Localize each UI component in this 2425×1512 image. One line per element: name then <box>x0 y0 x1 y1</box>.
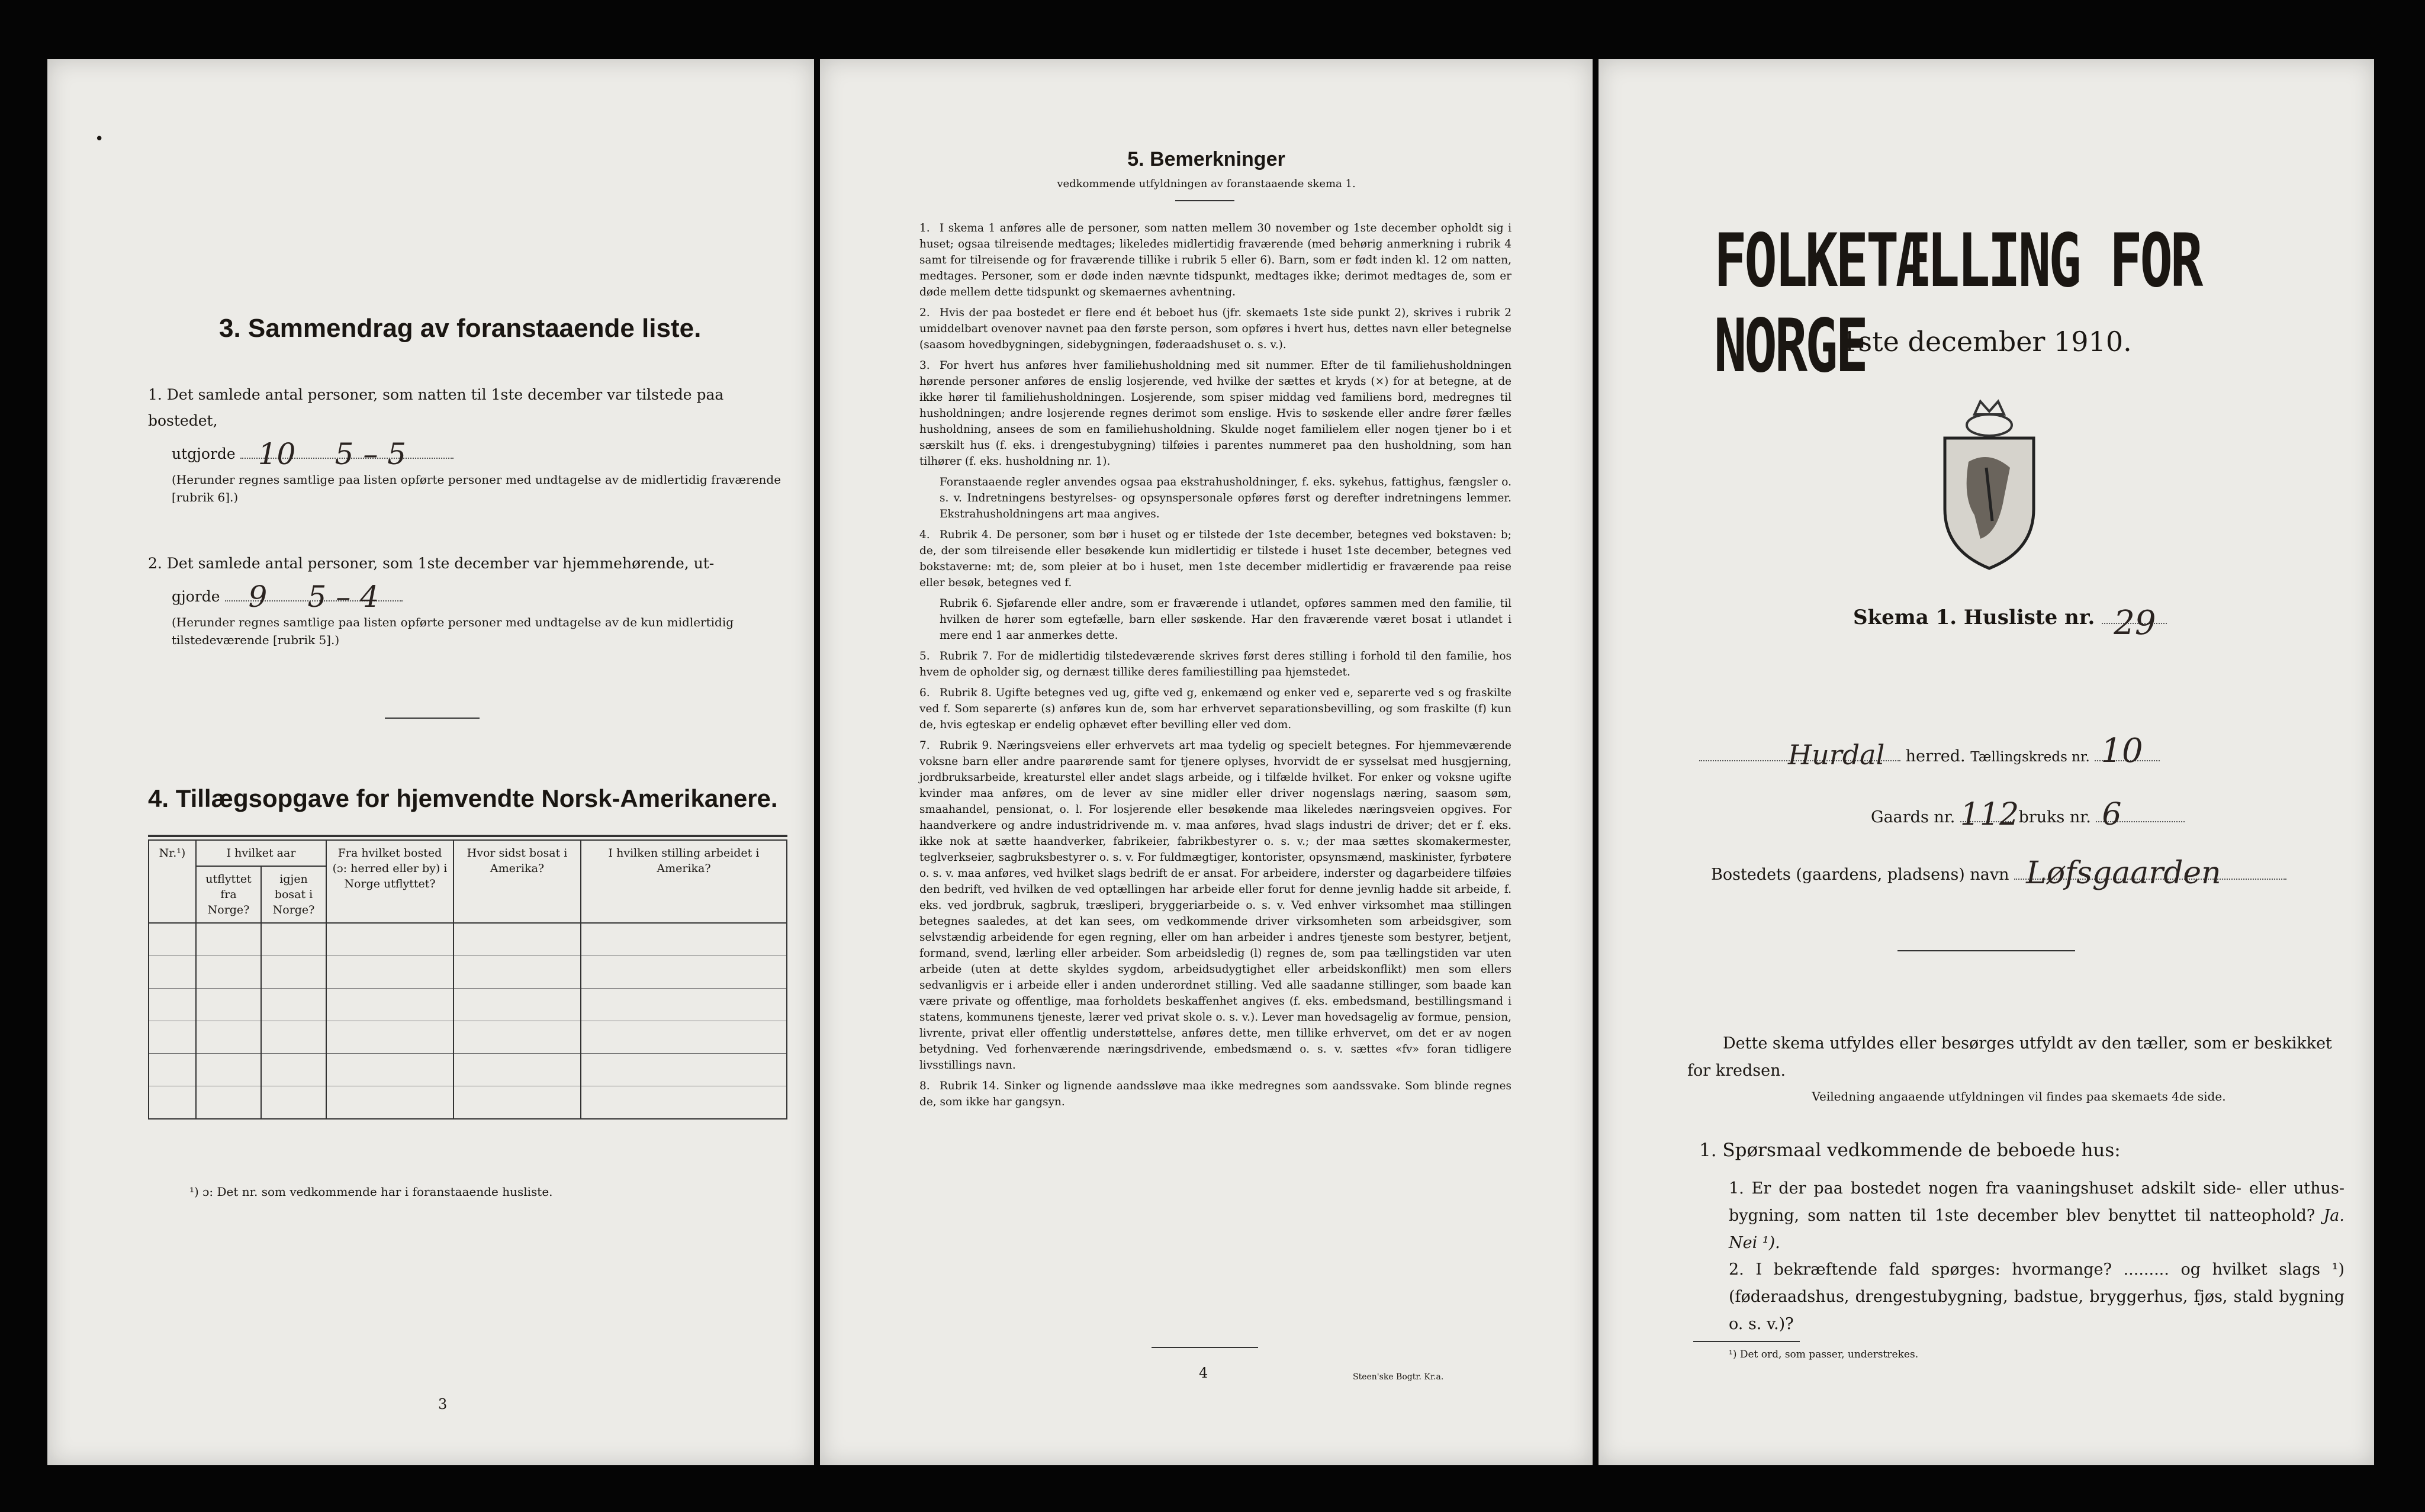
summary-q1-value: 10 <box>258 437 296 471</box>
guide-text: Veiledning angaaende utfyldningen vil findes paa skemaets 4de side. <box>1812 1089 2226 1104</box>
section4-title: 4. Tillægsopgave for hjemvendte Norsk-Amerikanere. <box>148 784 778 812</box>
summary-q1-field[interactable] <box>240 437 454 471</box>
bruks-field[interactable] <box>2096 797 2185 832</box>
gaards-field[interactable] <box>1960 797 2019 832</box>
herred-line <box>1699 732 2339 771</box>
page-right <box>1599 59 2374 1465</box>
summary-q2-value: 9 <box>248 580 268 614</box>
col-nr: Nr.¹) <box>149 840 196 923</box>
col-occupation: I hvilken stilling arbeidet i Amerika? <box>581 840 787 923</box>
husliste-value: 29 <box>2114 604 2156 642</box>
remark-item: Rubrik 14. Sinker og lignende aandssløve maa ikke medregnes som aandssvake. Som blinde regnes de, som ikke har gangsyn. <box>919 1080 1511 1108</box>
col-emigrated: utflyttet fra Norge? <box>196 866 261 923</box>
remarks-subtitle: vedkommende utfyldningen av foranstaaende skema 1. <box>1057 178 1356 190</box>
footnote-rule <box>1693 1341 1800 1342</box>
remark-item: Hvis der paa bostedet er flere end ét beboet hus (jfr. skemaets 1ste side punkt 2), skrives i rubrik 2 umiddelbart ovenover navnet paa den første person, som opføres i hvert hus, dettes navn eller betegnelse (saasom hovedbygningen, sidebygningen, føderaadshuset o. s. v.). <box>919 307 1511 351</box>
remark-item: I skema 1 anføres alle de personer, som natten mellem 30 november og 1ste december opholdt sig i huset; ogsaa tilreisende medtages; likeledes midlertidig fraværende (med behørig anmerkning i rubrik 4 samt for tilreisende og for fraværende tillike i rubrik 5 eller 6). Barn, som er født inden kl. 12 om natten, medtages. Personer, som er døde inden nævnte tidspunkt, medtages ikke; derimot medtages de, som er døde mellem dette tidspunkt og skemaernes avhentning. <box>919 222 1511 298</box>
table-footnote: ¹) ɔ: Det nr. som vedkommende har i foranstaaende husliste. <box>189 1185 553 1199</box>
page-number-4: 4 <box>1199 1365 1208 1381</box>
summary-q1-text: 1. Det samlede antal personer, som natten til 1ste december var tilstede paa bostedet, <box>148 386 724 429</box>
gaards-label: Gaards nr. <box>1871 808 1956 826</box>
table-top-rule <box>148 835 787 837</box>
krets-value: 10 <box>2101 732 2143 770</box>
summary-q2 <box>148 551 787 649</box>
bosted-label: Bostedets (gaardens, pladsens) navn <box>1711 866 2009 884</box>
summary-q2-note: (Herunder regnes samtlige paa listen opførte personer med undtagelse av de kun midlertidig tilstedeværende [rubrik 5].) <box>172 615 734 647</box>
page-number-3: 3 <box>438 1396 448 1413</box>
summary-q1 <box>148 382 787 506</box>
col-returned: igjen bosat i Norge? <box>261 866 326 923</box>
table-row[interactable] <box>149 1054 787 1086</box>
schema-line <box>1853 604 2167 642</box>
printer-mark: Steen'ske Bogtr. Kr.a. <box>1353 1372 1444 1382</box>
question-1-answer[interactable]: Ja. Nei ¹). <box>1729 1207 2344 1252</box>
husliste-field[interactable] <box>2102 604 2167 642</box>
divider <box>1152 1347 1258 1348</box>
bosted-value: Løfsgaarden <box>2026 855 2221 891</box>
bruks-value: 6 <box>2102 797 2122 832</box>
remark-item: Rubrik 7. For de midlertidig tilstedeværende skrives først deres stilling i forhold til den familie, hos hvem de opholder sig, og dernæst tillike deres familiestilling paa hjemstedet. <box>919 650 1511 678</box>
summary-q1-note: (Herunder regnes samtlige paa listen opførte personer med undtagelse av de midlertidig fraværende [rubrik 6].) <box>172 472 781 504</box>
bruks-label: bruks nr. <box>2018 808 2091 826</box>
remark-item: For hvert hus anføres hver familiehusholdning med sit nummer. Efter de til familiehusholdningen hørende personer anføres de enslig losjerende, ved hvilke der sættes et kryds (×) for at betegne, at de ikke hører til familiehusholdningen. Losjerende, som spiser middag ved familiens bord, medregnes til husholdningen; andre losjerende regnes derimot som enslige. Hvis to søskende eller andre fører fælles husholdning, ansees de som en familiehusholdning. Skulde noget familielem eller nogen tjener bo i et særskilt hus (f. eks. i drengestubygning) tilføies i parentes nummeret paa den husholdning, som han tilhører (f. eks. husholdning nr. 1). <box>919 359 1511 468</box>
table-row[interactable] <box>149 1021 787 1054</box>
remarks-list: 1. I skema 1 anføres alle de personer, som natten mellem 30 november og 1ste december opholdt sig i huset; ogsaa tilreisende medtages; likeledes midlertidig fraværende (med behørig anmerkning i rubrik 4 samt for tilreisende og for fraværende tillike i rubrik 5 eller 6). Barn, som er født inden kl. 12 om natten, medtages. Personer, som er døde inden nævnte tidspunkt, medtages ikke; derimot medtages de, som er døde mellem dette tidspunkt og skemaernes avhentning. 2. Hvis der paa bostedet er flere end ét beboet hus (jfr. skemaets 1ste side punkt 2), skrives i rubrik 2 umiddelbart ovenover navnet paa den første person, som opføres i hvert hus, dettes navn eller betegnelse (saasom hovedbygningen, sidebygningen, føderaadshuset o. s. v.). 3. For hvert hus anføres hver familiehusholdning med sit nummer. Efter de til familiehusholdningen hørende personer anføres de enslig losjerende, ved hvilke der sættes et kryds (×) for at betegne, at de ikke hører til familiehusholdningen. Losjerende, som spiser middag ved familiens bord, medregnes til husholdningen; andre losjerende regnes derimot som enslige. Hvis to søskende eller andre fører fælles husholdning, ansees de som en familiehusholdning. Skulde noget familielem eller nogen tjener bo i et særskilt hus (f. eks. i drengestubygning) tilføies i parentes nummeret paa den husholdning, som han tilhører (f. eks. husholdning nr. 1). Foranstaaende regler anvendes ogsaa paa ekstrahusholdninger, f. eks. sykehus, fattighus, fængsler o. s. v. Indretningens bestyrelses- og opsynspersonale opføres først og derefter indretningens lemmer. Ekstrahusholdningens art maa angives. 4. Rubrik 4. De personer, som bør i huset og er tilstede der 1ste december, betegnes ved bokstaven: b; de, der som tilreisende eller besøkende kun midlertidig er tilstede i huset 1ste december, betegnes ved bokstaverne: mt; de, som pleier at bo i huset, men 1ste december midlertidig er fraværende paa reise eller besøk, betegnes ved f. Rubrik 6. Sjøfarende eller andre, som er fraværende i utlandet, opføres sammen med den familie, til hvilken de hører som egtefælle, barn eller søskende. Har den fraværende været bosat i utlandet i mere end 1 aar anmerkes dette. 5. Rubrik 7. For de midlertidig tilstedeværende skrives først deres stilling i forhold til den familie, hos hvem de opholder sig, og dernæst tillike deres familiestilling paa hjemstedet. 6. Rubrik 8. Ugifte betegnes ved ug, gifte ved g, enkemænd og enker ved e, separerte ved s og fraskilte ved f. Som separerte (s) anføres kun de, som har erhvervet separationsbevilling, og som fraskilte (f) kun de, hvis egteskap er endelig ophævet efter bevilling eller ved dom. 7. Rubrik 9. Næringsveiens eller erhvervets art maa tydelig og specielt betegnes. For hjemmeværende voksne barn eller andre paarørende samt for tjenere oplyses, hvorvidt de er sysselsat med husgjerning, jordbruksarbeide, kreaturstel eller andet slags arbeide, og i tilfælde hvilket. For enker og voksne ugifte kvinder maa anføres, om de lever av sine midler eller driver nogenslags næring, saasom søm, smaahandel, pensionat, o. l. For losjerende eller besøkende maa likeledes næringsveien opgives. For haandverkere og andre industridrivende m. v. maa anføres, hvad slags industri de driver; det er f. eks. ikke nok at sætte haandverker, fabrikeier, fabrikbestyrer o. s. v.; der maa sættes skomakermester, teglverkseier, sagbruksbestyrer o. s. v. For fuldmægtiger, kontorister, opsynsmænd, maskinister, fyrbøtere o. s. v. maa anføres, ved hvilket slags bedrift de er ansat. For arbeidere, inderster og dagarbeidere tilføies den bedrift, ved hvilken de ved optællingen har arbeide eller forut for denne jevnlig hadde sit arbeide, f. eks. ved jordbruk, sagbruk, træsliperi, bryggeriarbeide o. s. v. Ved enhver virksomhet maa stillingen betegnes saaledes, at det kan sees, om vedkommende driver virksomheten som arbeidsgiver, som selvstændig arbeidende for egen regning, eller om han arbeider i andres tjeneste som bestyrer, betjent, formand, svend, lærling eller arbeider. Som arbeidsledig (l) regnes de, som paa tællingstiden var uten arbeide (uten at dette skyldes sygdom, arbeidsudygtighet eller arbeidskonflikt) men som ellers sedvanligvis er i arbeide eller i anden underordnet stilling. Ved alle saadanne stillinger, som baade kan være private og offentlige, maa forholdets beskaffenhet angives (f. eks. embedsmand, bestillingsmand i statens, kommunens tjeneste, lærer ved privat skole o. s. v.). Lever man hovedsagelig av formue, pension, livrente, privat eller offentlig understøttelse, anføres dette, men tillike erhvervet, om det er av nogen betydning. Ved forhenværende næringsdrivende, embedsmænd o. s. v. sættes «fv» foran tidligere livsstillings navn. 8. Rubrik 14. Sinker og lignende aandssløve maa ikke medregnes som aandssvake. Som blinde regnes de, som ikke har gangsyn. <box>919 222 1511 1108</box>
gaards-line <box>1871 797 2185 832</box>
norsk-amerikanere-table <box>148 839 787 1119</box>
table-row[interactable] <box>149 956 787 989</box>
herred-value: Hurdal <box>1788 739 1885 771</box>
summary-q2-text: 2. Det samlede antal personer, som 1ste december var hjemmehørende, ut- <box>148 555 715 572</box>
summary-q1-prefix: utgjorde <box>172 445 236 462</box>
summary-q2-prefix: gjorde <box>172 588 220 605</box>
col-from-where: Fra hvilket bosted (ɔ: herred eller by) i Norge utflyttet? <box>326 840 454 923</box>
schema-label: Skema 1. Husliste nr. <box>1853 606 2095 629</box>
gaards-value: 112 <box>1960 797 2019 832</box>
ornament-divider <box>1897 950 2075 951</box>
krets-label: Tællingskreds nr. <box>1970 749 2090 765</box>
col-year-group: I hvilket aar <box>196 840 326 866</box>
margin-mark: • <box>95 130 104 148</box>
instruction-text: Dette skema utfyldes eller besørges utfyldt av den tæller, som er beskikket for kredsen. <box>1687 1034 2332 1080</box>
krets-field[interactable] <box>2095 732 2160 770</box>
census-date: 1ste december 1910. <box>1841 326 2132 358</box>
remark-item: Rubrik 8. Ugifte betegnes ved ug, gifte ved g, enkemænd og enker ved e, separerte ved s og fraskilte ved f. Som separerte (s) anføres kun de, som har erhvervet separationsbevilling, og som fraskilte (f) kun de, hvis egteskap er endelig ophævet efter bevilling eller ved dom. <box>919 687 1511 731</box>
page-left <box>47 59 814 1465</box>
section3-title: 3. Sammendrag av foranstaaende liste. <box>219 314 702 343</box>
question-2: 2. I bekræftende fald spørges: hvormange? ......... og hvilket slags ¹) (føderaadshus, drengestubygning, badstue, bryggerhus, fjøs, stald bygning o. s. v.)? <box>1729 1260 2344 1333</box>
remark-item: Rubrik 4. De personer, som bør i huset og er tilstede der 1ste december, betegnes ved bokstaven: b; de, der som tilreisende eller besøkende kun midlertidig er tilstede i huset 1ste december, betegnes ved bokstaverne: mt; de, som pleier at bo i huset, men 1ste december midlertidig er fraværende paa reise eller besøk, betegnes ved f. <box>919 529 1511 589</box>
question-1: 1. Er der paa bostedet nogen fra vaaningshuset adskilt side- eller uthus-bygning, som natten til 1ste december blev benyttet til natteophold? Ja. Nei ¹). <box>1729 1179 2344 1252</box>
summary-q2-split: 5 – 4 <box>307 580 379 614</box>
remark-item: Foranstaaende regler anvendes ogsaa paa ekstrahusholdninger, f. eks. sykehus, fattighus, fængsler o. s. v. Indretningens bestyrelses- og opsynspersonale opføres først og derefter indretningens lemmer. Ekstrahusholdningens art maa angives. <box>940 476 1511 520</box>
remark-item: Rubrik 6. Sjøfarende eller andre, som er fraværende i utlandet, opføres sammen med den familie, til hvilken de hører som egtefælle, barn eller søskende. Har den fraværende været bosat i utlandet i mere end 1 aar anmerkes dette. <box>940 597 1511 642</box>
table-row[interactable] <box>149 1086 787 1119</box>
divider <box>1175 200 1234 201</box>
summary-q2-field[interactable] <box>225 580 403 614</box>
summary-q1-split: 5 – 5 <box>335 437 407 471</box>
coat-of-arms-icon <box>1933 397 2046 574</box>
bosted-field[interactable] <box>2014 855 2286 891</box>
footnote: ¹) Det ord, som passer, understrekes. <box>1729 1349 1919 1360</box>
table-row[interactable] <box>149 923 787 956</box>
herred-field[interactable] <box>1699 739 1900 771</box>
bosted-line <box>1711 855 2286 891</box>
questions-heading: 1. Spørsmaal vedkommende de beboede hus: <box>1699 1140 2121 1161</box>
divider <box>385 718 480 719</box>
herred-label: herred. <box>1905 747 1966 765</box>
page-middle <box>820 59 1593 1465</box>
remarks-title: 5. Bemerkninger <box>1127 148 1285 170</box>
table-row[interactable] <box>149 989 787 1021</box>
remark-item: Rubrik 9. Næringsveiens eller erhvervets art maa tydelig og specielt betegnes. For hjemmeværende voksne barn eller andre paarørende samt for tjenere oplyses, hvorvidt de er sysselsat med husgjerning, jordbruksarbeide, kreaturstel eller andet slags arbeide, og i tilfælde hvilket. For enker og voksne ugifte kvinder maa anføres, om de lever av sine midler eller driver nogenslags næring, saasom søm, smaahandel, pensionat, o. l. For losjerende eller besøkende maa likeledes næringsveien opgives. For haandverkere og andre industridrivende m. v. maa anføres, hvad slags industri de driver; det er f. eks. ikke nok at sætte haandverker, fabrikeier, fabrikbestyrer o. s. v.; der maa sættes skomakermester, teglverkseier, sagbruksbestyrer o. s. v. For fuldmægtiger, kontorister, opsynsmænd, maskinister, fyrbøtere o. s. v. maa anføres, ved hvilket slags bedrift de er ansat. For arbeidere, inderster og dagarbeidere tilføies den bedrift, ved hvilken de ved optællingen har arbeide eller forut for denne jevnlig hadde sit arbeide, f. eks. ved jordbruk, sagbruk, træsliperi, bryggeriarbeide o. s. v. Ved enhver virksomhet maa stillingen betegnes saaledes, at det kan sees, om vedkommende driver virksomheten som arbeidsgiver, som selvstændig arbeidende for egen regning, eller om han arbeider i andres tjeneste som bestyrer, betjent, formand, svend, lærling eller arbeider. Som arbeidsledig (l) regnes de, som paa tællingstiden var uten arbeide (uten at dette skyldes sygdom, arbeidsudygtighet eller arbeidskonflikt) men som ellers sedvanligvis er i arbeide eller i anden underordnet stilling. Ved alle saadanne stillinger, som baade kan være private og offentlige, maa forholdets beskaffenhet angives (f. eks. embedsmand, bestillingsmand i statens, kommunens tjeneste, lærer ved privat skole o. s. v.). Lever man hovedsagelig av formue, pension, livrente, privat eller offentlig understøttelse, anføres dette, men tillike erhvervet, om det er av nogen betydning. Ved forhenværende næringsdrivende, embedsmænd o. s. v. sættes «fv» foran tidligere livsstillings navn. <box>919 739 1511 1072</box>
census-title: FOLKETÆLLING FOR NORGE <box>1714 218 2201 389</box>
col-last-america: Hvor sidst bosat i Amerika? <box>454 840 581 923</box>
